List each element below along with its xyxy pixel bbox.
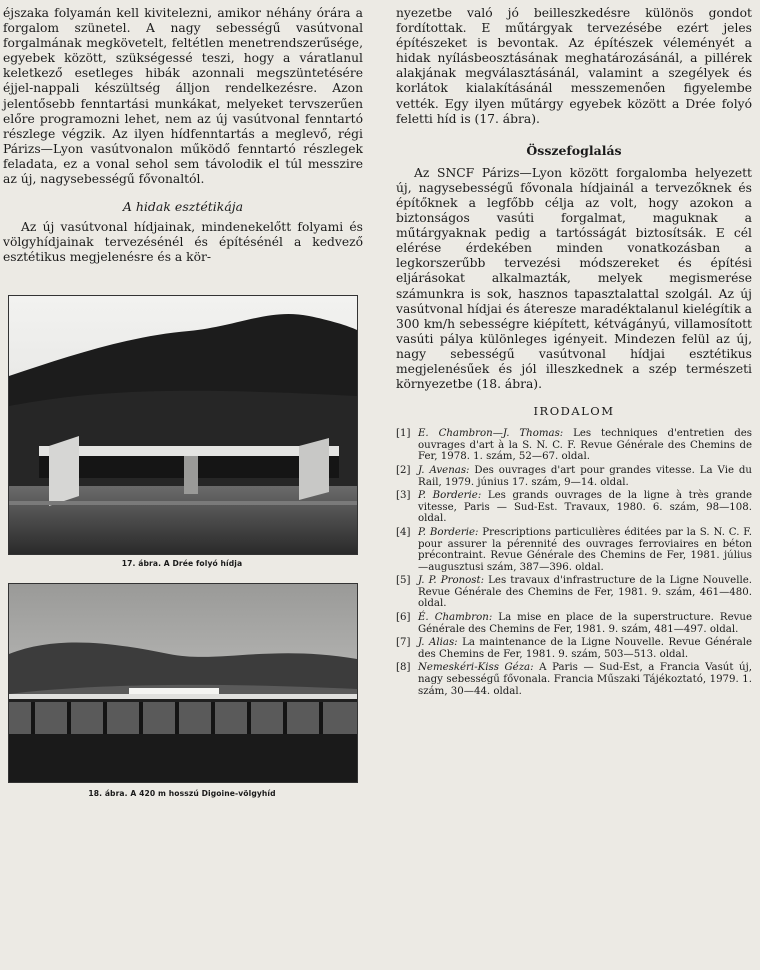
reference-text: Les grands ouvrages de la ligne à très grande vitesse, Paris — Sud-Est. Travaux, 1980. 6. szám, 98—108. oldal.	[418, 490, 752, 525]
left-paragraph-2: Az új vasútvonal hídjainak, mindenekelőtt folyami és völgyhídjainak tervezésénél és építésénél a kedvező esztétikus megjelenésre és a kör-	[3, 220, 363, 265]
reference-text: Les travaux d'infrastructure de la Ligne Nouvelle. Revue Générale des Chemins de Fer, 1981. 9. szám, 461—480. oldal.	[418, 575, 752, 610]
reference-author: E. Chambron—J. Thomas:	[418, 428, 564, 440]
figure-18-caption: 18. ábra. A 420 m hosszú Digoine-völgyhíd	[88, 789, 276, 798]
reference-item	[396, 575, 752, 610]
left-paragraph-1: éjszaka folyamán kell kivitelezni, amikor néhány órára a forgalom szünetel. A nagy sebességű vasútvonal forgalmának megkövetelt, feltétlen menetrendszerűsége, egyebek között, szükségessé teszi, hogy a váratlanul keletkező esetleges hibák azonnali megszüntetésére éjjel-nappali készültség álljon rendelkezésre. Azon jelentősebb fenntartási munkákat, melyeket tervszerűen előre programozni lehet, nem az új vasútvonal fenntartó részlege végzik. Az ilyen hídfenntartás a meglevő, régi Párizs—Lyon vasútvonalon működő fenntartó részlegek feladata, ez a vonal sehol sem távolodik el túl messzire az új, nagysebességű fővonaltól.	[3, 6, 363, 187]
reference-author: J. Avenas:	[418, 464, 470, 476]
references-title: IRODALOM	[533, 404, 615, 419]
reference-item	[396, 662, 752, 697]
reference-list	[396, 428, 752, 697]
section-heading-summary: Összefoglalás	[526, 142, 622, 158]
right-paragraph-1: nyezetbe való jó beilleszkedésre különös gondot fordítottak. E műtárgyak tervezésébe ezért jeles építészeket is bevontak. Az építészek véleményét a hidak nyílásbeosztásának meghatározásánál, a pillérek alakjának megválasztásánál, valamint a szegélyek és korlátok kialakításánál messzemenően figyelembe vették. Egy ilyen műtárgy egyebek között a Drée folyó feletti híd is (17. ábra).	[396, 6, 752, 126]
reference-author: P. Borderie:	[418, 490, 482, 502]
reference-item	[396, 612, 752, 635]
figure-18-photo	[8, 583, 358, 783]
reference-author: É. Chambron:	[418, 612, 493, 624]
section-heading-aesthetics: A hidak esztétikája	[122, 199, 244, 215]
reference-item	[396, 490, 752, 525]
figure-17-photo	[8, 295, 358, 555]
reference-item	[396, 527, 752, 573]
reference-text: La maintenance de la Ligne Nouvelle. Revue Générale des Chemins de Fer, 1981. 9. szám, 503—513. oldal.	[418, 637, 752, 660]
reference-number: [5]	[396, 575, 411, 587]
reference-text: A Paris — Sud-Est, a Francia Vasút új, nagy sebességű fővonala. Francia Műszaki Tájékoztató, 1979. 1. szám, 30—44. oldal.	[418, 662, 752, 697]
reference-item	[396, 465, 752, 488]
reference-author: P. Borderie:	[418, 526, 479, 538]
left-column	[3, 6, 363, 265]
reference-item	[396, 637, 752, 660]
reference-author: Nemeskéri-Kiss Géza:	[418, 662, 534, 674]
right-column	[396, 6, 752, 699]
reference-number: [7]	[396, 637, 411, 649]
reference-number: [8]	[396, 662, 411, 674]
reference-number: [1]	[396, 428, 411, 440]
reference-author: J. Alias:	[418, 637, 458, 649]
reference-number: [2]	[396, 464, 411, 476]
reference-text: Des ouvrages d'art pour grandes vitesse. La Vie du Rail, 1979. június 17. szám, 9—14. oldal.	[418, 464, 752, 488]
reference-number: [3]	[396, 490, 411, 502]
reference-author: J. P. Pronost:	[418, 575, 485, 587]
reference-text: Prescriptions particulières éditées par la S. N. C. F. pour assurer la pérennité des ouvrages ferroviaires en béton précontraint. Revue Générale des Chemins de Fer, 1981. július—augusztusi szám, 387—396. oldal.	[418, 526, 752, 573]
reference-number: [6]	[396, 612, 411, 624]
reference-text: Les techniques d'entretien des ouvrages d'art à la S. N. C. F. Revue Générale des Chemins de Fer, 1978. 1. szám, 52—67. oldal.	[418, 428, 752, 463]
reference-text: La mise en place de la superstructure. Revue Générale des Chemins de Fer, 1981. 9. szám, 481—497. oldal.	[418, 612, 752, 635]
figure-17-caption: 17. ábra. A Drée folyó hídja	[121, 559, 243, 568]
reference-item	[396, 428, 752, 463]
summary-paragraph: Az SNCF Párizs—Lyon között forgalomba helyezett új, nagysebességű fővonala hídjainál a tervezőknek és építőknek a legfőbb célja az volt, hogy azokon a biztonságos vasúti forgalmat, maguknak a műtárgyaknak pedig a tartósságát biztosítsák. E cél elérése érdekében minden vonatkozásban a legkorszerűbb tervezési módszereket és építési eljárásokat alkalmazták, melyek megismerése számunkra is sok, hasznos tapasztalattal szolgál. Az új vasútvonal hídjai és áteresze maradéktalanul kielégítik a 300 km/h sebességre kiépített, kétvágányú, villamosított vasúti pálya különleges igényeit. Mindezen felül az új, nagy sebességű vasútvonal hídjai esztétikus megjelenésűek és jól illeszkednek a szép természeti környezetbe (18. ábra).	[396, 165, 752, 392]
reference-number: [4]	[396, 526, 411, 538]
